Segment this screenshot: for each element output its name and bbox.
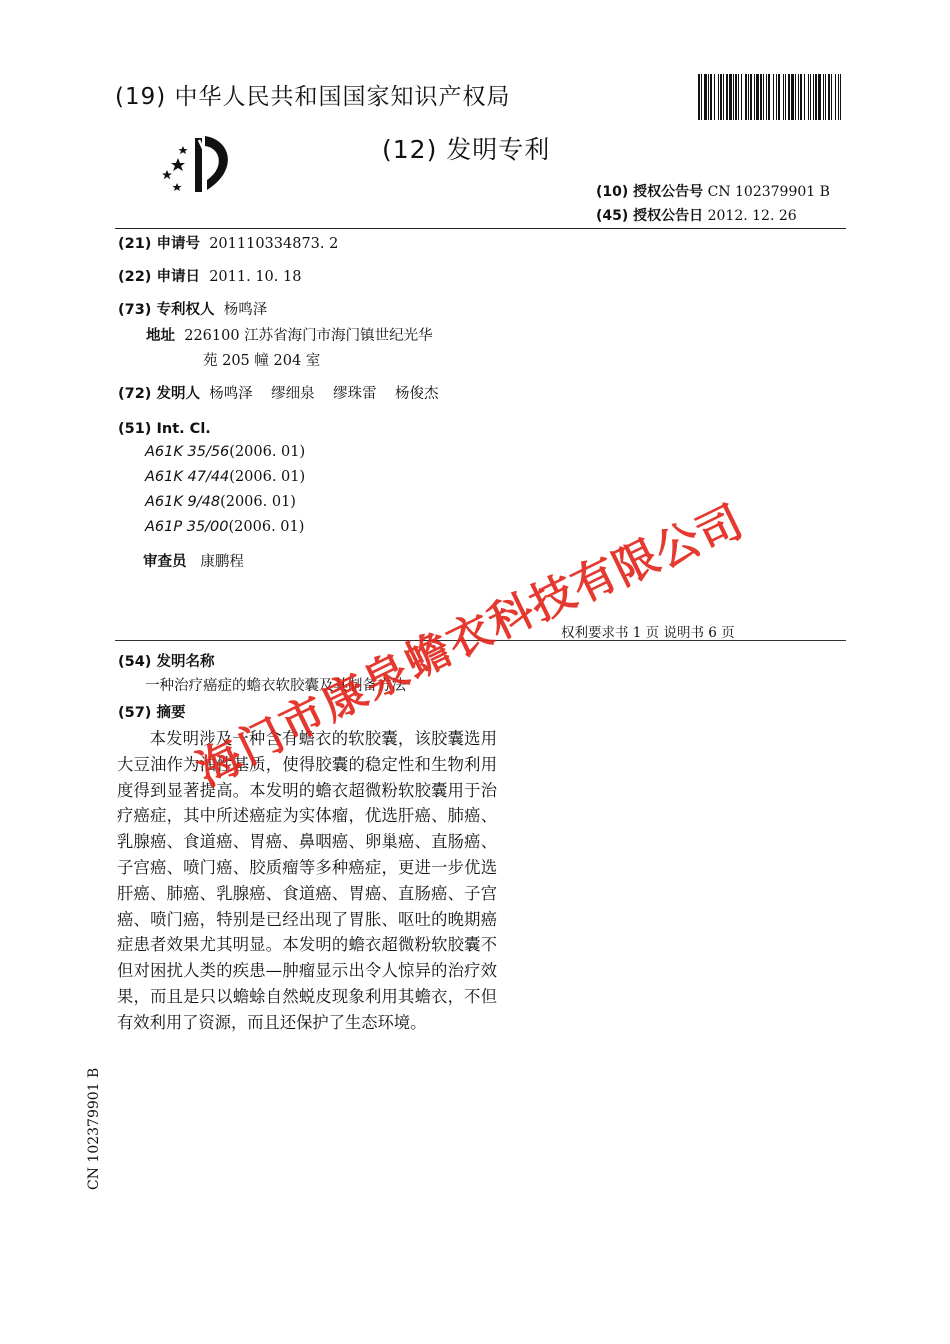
- side-patent-number: CN 102379901 B: [86, 1067, 102, 1190]
- document-type: (12) 发明专利: [382, 135, 551, 164]
- seal-character: 科: [480, 584, 543, 650]
- seal-character: 司: [688, 496, 751, 562]
- inventor-name: 杨俊杰: [395, 386, 439, 402]
- ipc-version: (2006. 01): [228, 519, 305, 535]
- sipo-emblem-icon: [155, 130, 245, 196]
- inventor-name: 缪细泉: [271, 386, 315, 402]
- ipc-code: A61K 35/56: [145, 444, 230, 460]
- seal-character: 蟾: [397, 623, 459, 689]
- seal-character: 门: [230, 709, 293, 775]
- address: [146, 327, 433, 345]
- publication-date: [596, 205, 797, 225]
- inventors: [118, 385, 439, 403]
- seal-character: 技: [522, 566, 584, 632]
- patentee-value: 杨鸣泽: [223, 302, 268, 318]
- header-divider: [115, 228, 846, 229]
- filing-date-value: 2011. 10. 18: [209, 269, 302, 285]
- int-cl-label-text: (51) Int. Cl.: [118, 421, 211, 437]
- abstract-text: 本发明涉及一种含有蟾衣的软胶囊，该胶囊选用大豆油作为油性基质，使得胶囊的稳定性和生物利用度得到显著提高。本发明的蟾衣超微粉软胶囊用于治疗癌症，其中所述癌症为实体瘤，优选肝癌、肺癌、乳腺癌、食道癌、胃癌、鼻咽癌、卵巢癌、直肠癌、子宫癌、喷门癌、胶质瘤等多种癌症，更进一步优选肝癌、肺癌、乳腺癌、食道癌、胃癌、直肠癌、子宫癌、喷门癌，特别是已经出现了胃胀、呕吐的晚期癌症患者效果尤其明显。本发明的蟾衣超微粉软胶囊不但对困扰人类的疾患—肿瘤显示出令人惊异的治疗效果，而且是只以蟾蜍自然蜕皮现象利用其蟾衣，不但有效利用了资源，而且还保护了生态环境。: [117, 729, 497, 1032]
- examiner-label: 审查员: [143, 554, 187, 570]
- ipc-version: (2006. 01): [229, 444, 306, 460]
- filing-date: [118, 268, 301, 286]
- seal-character: 有: [563, 548, 626, 614]
- ipc-entry: [145, 494, 296, 510]
- address-label: 地址: [146, 328, 175, 344]
- inventors-label: (72) 发明人: [118, 386, 200, 402]
- seal-character: 海: [188, 731, 251, 797]
- application-number: [118, 235, 338, 253]
- examiner-value: 康鹏程: [200, 554, 244, 570]
- ipc-version: (2006. 01): [220, 494, 296, 510]
- ipc-entry: [145, 519, 304, 535]
- ipc-code: A61K 9/48: [145, 494, 221, 510]
- publication-number: [596, 181, 830, 201]
- application-number-label: (21) 申请号: [118, 236, 200, 252]
- address-line-1: 226100 江苏省海门市海门镇世纪光华: [184, 328, 433, 344]
- seal-character: 公: [647, 513, 709, 579]
- int-cl-label: [118, 420, 211, 438]
- ipc-code: A61K 47/44: [145, 469, 230, 485]
- invention-title: 一种治疗癌症的蟾衣软胶囊及其制备方法: [145, 678, 406, 694]
- page-count: 权利要求书 1 页 说明书 6 页: [561, 625, 735, 641]
- application-number-value: 201110334873. 2: [209, 236, 339, 252]
- examiner: [143, 553, 244, 571]
- office-header: (19) 中华人民共和国国家知识产权局: [115, 84, 511, 110]
- inventor-name: 杨鸣泽: [209, 386, 253, 402]
- seal-character: 衣: [438, 603, 501, 670]
- invention-title-label: (54) 发明名称: [118, 654, 215, 670]
- ipc-code: A61P 35/00: [145, 519, 229, 535]
- patentee-label: (73) 专利权人: [118, 302, 215, 318]
- seal-character: 限: [605, 530, 668, 596]
- ipc-entry: [145, 444, 305, 460]
- abstract-label: (57) 摘要: [118, 705, 186, 721]
- publication-number-value: CN 102379901 B: [707, 184, 830, 200]
- ipc-version: (2006. 01): [229, 469, 306, 485]
- seal-character: 康: [313, 665, 376, 731]
- seal-character: 泉: [355, 644, 418, 710]
- seal-character: 市: [272, 687, 334, 753]
- section-divider: [115, 640, 846, 641]
- patentee: [118, 301, 267, 319]
- inventor-name: 缪珠雷: [333, 386, 377, 402]
- barcode-icon: [698, 74, 841, 120]
- publication-date-value: 2012. 12. 26: [707, 208, 797, 224]
- ipc-entry: [145, 469, 305, 485]
- filing-date-label: (22) 申请日: [118, 269, 200, 285]
- address-line-2: 苑 205 幢 204 室: [203, 353, 321, 369]
- publication-number-label: (10) 授权公告号: [596, 184, 704, 200]
- publication-date-label: (45) 授权公告日: [596, 208, 704, 224]
